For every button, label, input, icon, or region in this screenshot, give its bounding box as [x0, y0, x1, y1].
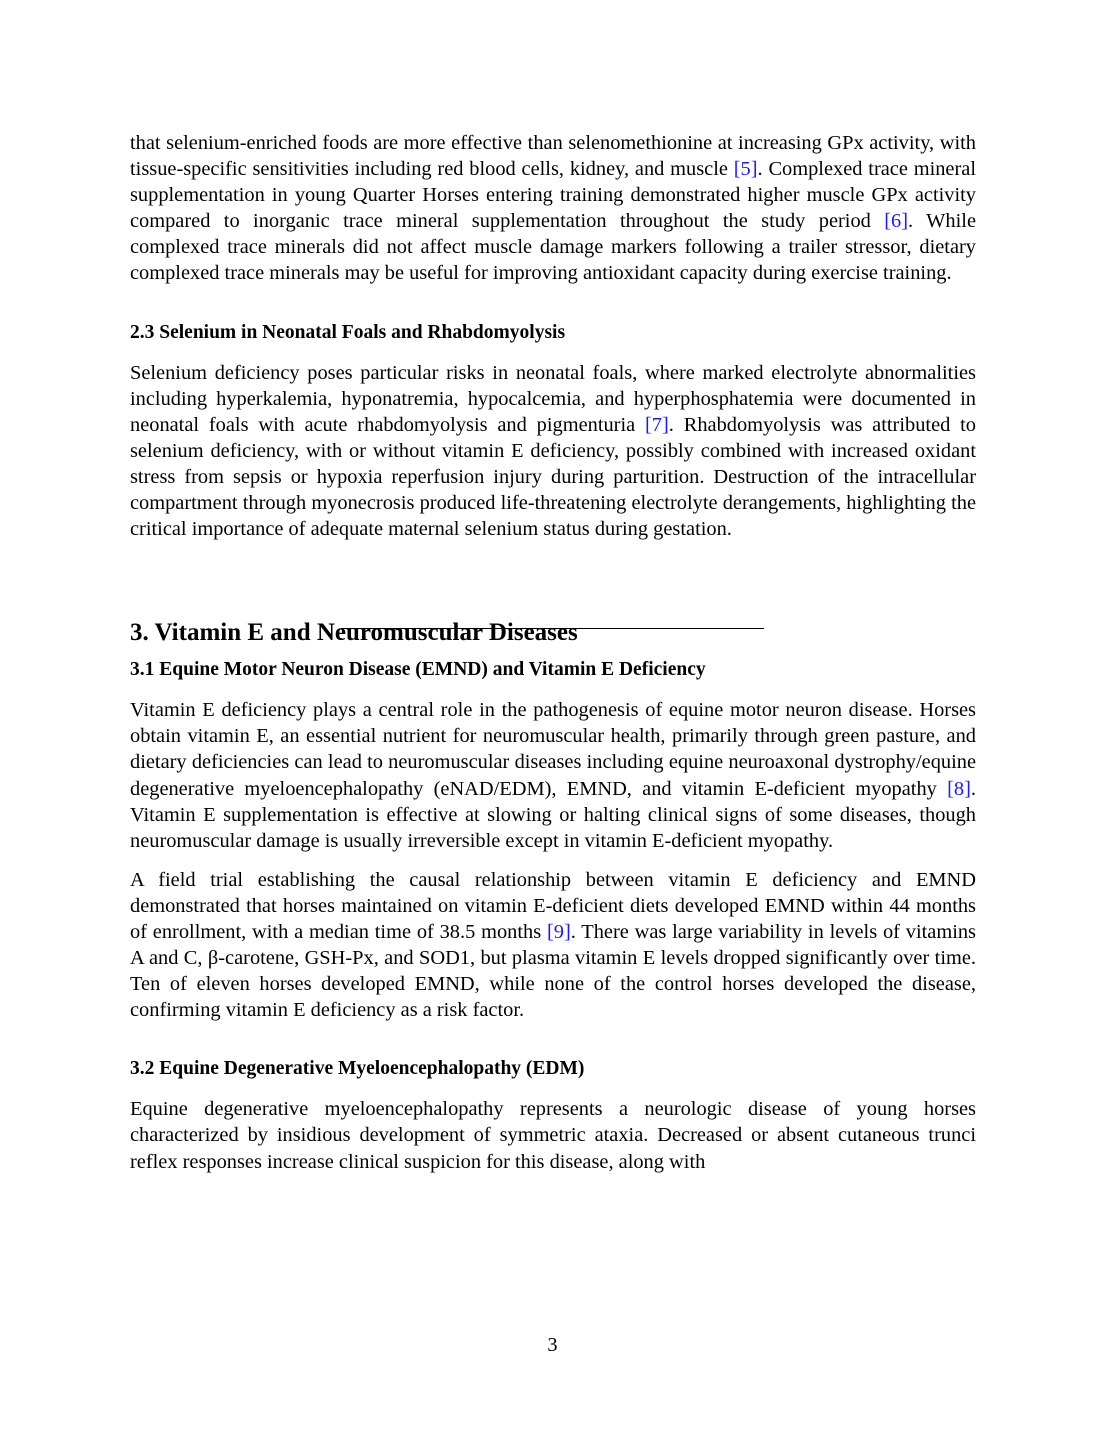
text: Selenium deficiency poses particular risks in neonatal foals, where marked electrolyte abnormalities including hyperkalemia, hyponatremia, hypocalcemia, and hyperphosphatemia were documented in neonatal foals with acute rhabdomyolysis and pigmenturia — [130, 361, 976, 436]
text: Equine degenerative myeloencephalopathy represents a neurologic disease of young horses characterized by insidious development of symmetric ataxia. Decreased or absent cutaneous trunci reflex responses increase clinical suspicion for this disease, along with — [130, 1098, 976, 1173]
paragraph-field-trial — [130, 867, 976, 1024]
paragraph-edm — [130, 1096, 976, 1174]
section-heading-2-3: 2.3 Selenium in Neonatal Foals and Rhabdomyolysis — [130, 321, 566, 343]
section-heading-3: 3. Vitamin E and Neuromuscular Diseases — [130, 619, 578, 647]
citation-link-9[interactable]: [9] — [546, 920, 571, 943]
page-body — [130, 130, 976, 1175]
text: that selenium-enriched foods are more effective than selenomethionine at increasing GPx activity, with tissue-specific sensitivities including red blood cells, kidney, and muscle — [130, 132, 976, 181]
page-number: 3 — [547, 1334, 558, 1356]
text: . Complexed trace mineral supplementation in young Quarter Horses entering training demonstrated higher muscle GPx activity compared to inorganic trace mineral supplementation throughout the study period — [130, 158, 976, 233]
paragraph-neonatal-foals — [130, 360, 976, 543]
text: . Rhabdomyolysis was attributed to selenium deficiency, with or without vitamin E deficiency, possibly combined with increased oxidant stress from sepsis or hypoxia reperfusion injury during parturition. Destruction of the intracellular compartment through myonecrosis produced life-threatening electrolyte derangements, highlighting the critical importance of adequate maternal selenium status during gestation. — [130, 413, 976, 541]
text: . There was large variability in levels of vitamins A and C, β-carotene, GSH-Px, and SOD1, but plasma vitamin E levels dropped significantly over time. Ten of eleven horses developed EMND, while none of the control horses developed the disease, confirming vitamin E deficiency as a risk factor. — [130, 920, 976, 1022]
text: . Vitamin E supplementation is effective at slowing or halting clinical signs of some diseases, though neuromuscular damage is usually irreversible except in vitamin E-deficient myopathy. — [130, 777, 976, 852]
text: A field trial establishing the causal relationship between vitamin E deficiency and EMND demonstrated that horses maintained on vitamin E-deficient diets developed EMND within 44 months of enrollment, with a median time of 38.5 months — [130, 868, 976, 943]
citation-link-5[interactable]: [5] — [733, 158, 758, 181]
section-heading-3-1: 3.1 Equine Motor Neuron Disease (EMND) and Vitamin E Deficiency — [130, 659, 706, 681]
paragraph-selenium-gpx — [130, 130, 976, 287]
citation-link-7[interactable]: [7] — [645, 413, 669, 436]
section-heading-3-2: 3.2 Equine Degenerative Myeloencephalopathy (EDM) — [130, 1058, 585, 1080]
text: Vitamin E deficiency plays a central role in the pathogenesis of equine motor neuron disease. Horses obtain vitamin E, an essential nutrient for neuromuscular health, primarily through green pasture, and dietary deficiencies can lead to neuromuscular diseases including equine neuroaxonal dystrophy/equine degenerative myeloencephalopathy (eNAD/EDM), EMND, and vitamin E-deficient myopathy — [130, 699, 976, 800]
text: . While complexed trace minerals did not affect muscle damage markers following a trailer stressor, dietary complexed trace minerals may be useful for improving antioxidant capacity during exercise training. — [130, 210, 977, 285]
citation-link-6[interactable]: [6] — [884, 210, 909, 233]
section-divider — [341, 628, 764, 629]
paragraph-emnd-intro — [130, 697, 976, 854]
citation-link-8[interactable]: [8] — [947, 777, 971, 800]
